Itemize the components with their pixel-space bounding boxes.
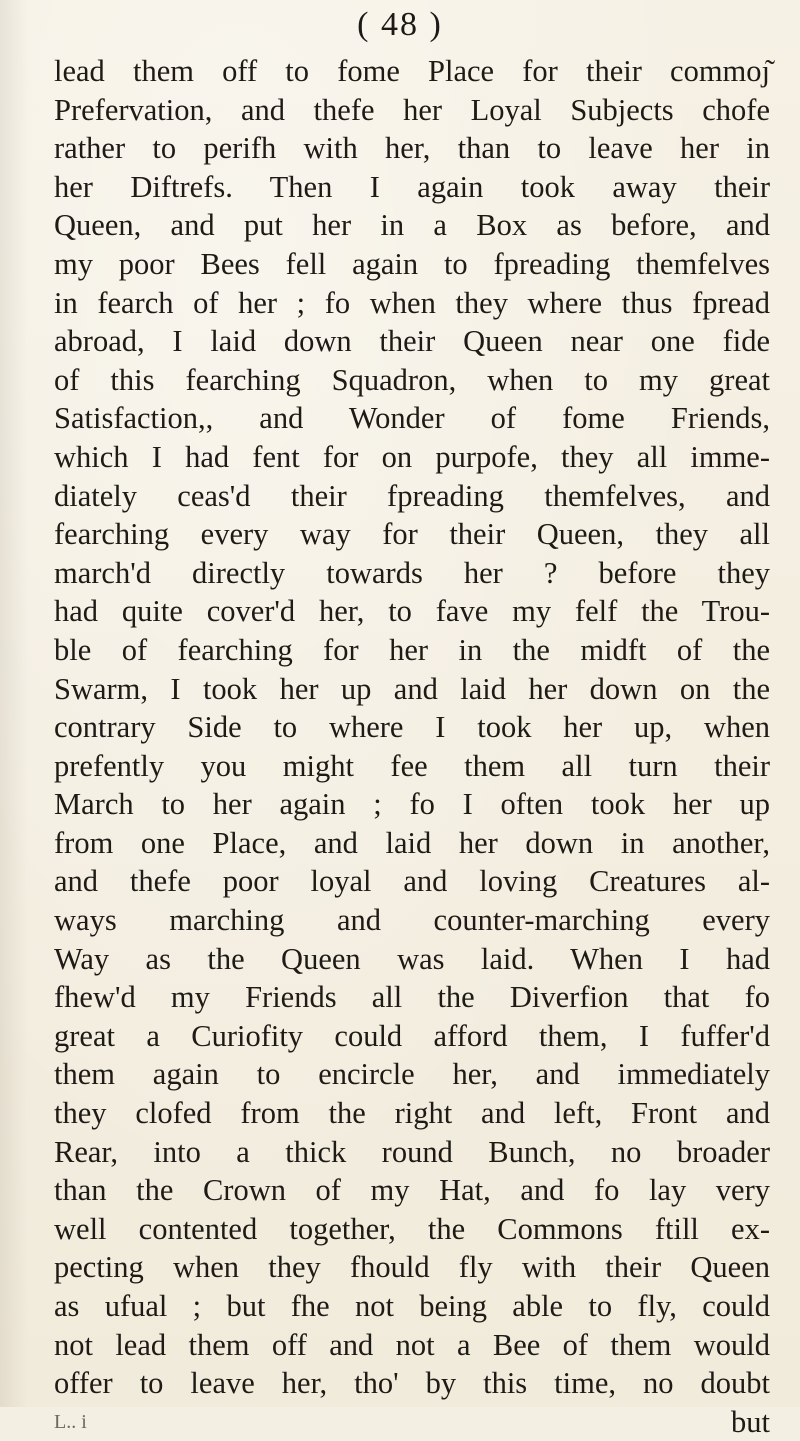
text-line: abroad, I laid down their Queen near one fide <box>54 324 770 359</box>
text-line: in fearch of her ; fo when they where thus fpread <box>54 285 770 320</box>
text-line: Way as the Queen was laid. When I had <box>54 941 770 976</box>
text-line: prefently you might fee them all turn their <box>54 748 770 783</box>
text-line: March to her again ; fo I often took her up <box>54 787 770 822</box>
text-line: as ufual ; but fhe not being able to fly, could <box>54 1289 770 1323</box>
text-line: than the Crown of my Hat, and fo lay very <box>54 1173 770 1208</box>
signature-mark: L.. i <box>54 1410 87 1433</box>
text-line: and thefe poor loyal and loving Creatures al- <box>54 864 770 899</box>
text-line: Queen, and put her in a Box as before, and <box>54 208 770 243</box>
text-line: from one Place, and laid her down in another, <box>54 825 770 860</box>
text-line: them again to encircle her, and immediately <box>54 1057 770 1092</box>
text-line: not lead them off and not a Bee of them would <box>54 1327 770 1362</box>
text-line: pecting when they fhould fly with their Queen <box>54 1250 770 1285</box>
text-line: Swarm, I took her up and laid her down on the <box>54 671 770 706</box>
body-text <box>54 52 770 1441</box>
binding-shadow <box>0 0 28 1407</box>
text-line: of this fearching Squadron, when to my great <box>54 362 770 397</box>
text-line: march'd directly towards her ? before they <box>54 555 770 590</box>
text-line: Prefervation, and thefe her Loyal Subjects chofe <box>54 92 770 127</box>
text-line: well contented together, the Commons ftill ex- <box>54 1211 770 1246</box>
footer-line <box>54 1403 770 1441</box>
text-line: offer to leave her, tho' by this time, no doubt <box>54 1366 770 1401</box>
text-line: Rear, into a thick round Bunch, no broader <box>54 1134 770 1169</box>
text-line: ways marching and counter-marching every <box>54 903 770 938</box>
text-line: fhew'd my Friends all the Diverfion that fo <box>54 980 770 1015</box>
page-number: ( 48 ) <box>357 6 443 43</box>
text-line: had quite cover'd her, to fave my felf the Trou- <box>54 594 770 629</box>
text-line: ble of fearching for her in the midft of the <box>54 632 770 667</box>
catchword: but <box>731 1404 770 1439</box>
text-line: diately ceas'd their fpreading themfelves, and <box>54 478 770 513</box>
text-line: which I had fent for on purpofe, they all imme- <box>54 439 770 474</box>
text-line: they clofed from the right and left, Front and <box>54 1096 770 1131</box>
text-line: Satisfaction,, and Wonder of fome Friends, <box>54 401 770 436</box>
text-line: fearching every way for their Queen, they all <box>54 517 770 552</box>
text-line: great a Curiofity could afford them, I fuffer'd <box>54 1018 770 1053</box>
text-line: her Diftrefs. Then I again took away their <box>54 169 770 204</box>
text-line: my poor Bees fell again to fpreading themfelves <box>54 246 770 281</box>
text-line: lead them off to fome Place for their commoȷ͂ <box>54 54 770 88</box>
text-line: rather to perifh with her, than to leave her in <box>54 131 770 166</box>
text-line: contrary Side to where I took her up, when <box>54 710 770 745</box>
